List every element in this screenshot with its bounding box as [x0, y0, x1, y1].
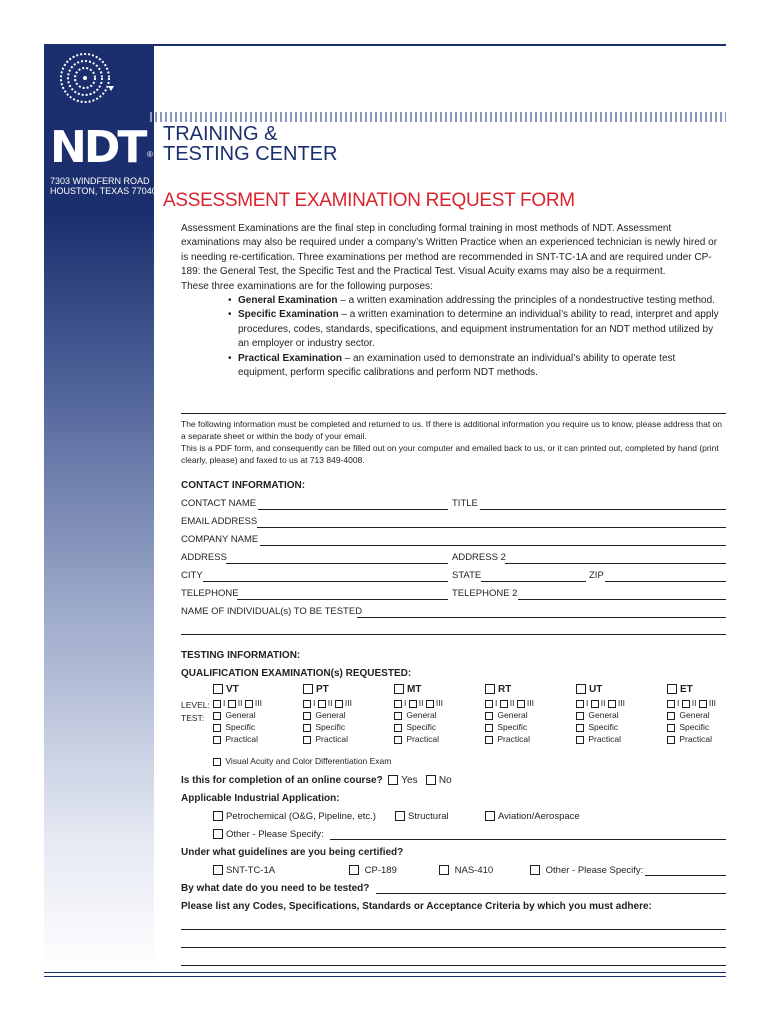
level-3-checkbox[interactable]: [517, 700, 525, 708]
form-title: ASSESSMENT EXAMINATION REQUEST FORM: [163, 190, 575, 211]
level-1-checkbox[interactable]: [394, 700, 402, 708]
method-label: ET: [680, 684, 693, 695]
method-column-pt: PT I II III General Specific Practical: [303, 684, 352, 744]
petrochemical-checkbox[interactable]: [213, 811, 223, 821]
note-line2: This is a PDF form, and consequently can be filled out on your computer and emailed back to us, or it can printed out, completed by hand (print clearly, please) and faxed to us at 713 849-4008.: [181, 443, 719, 465]
level-1-checkbox[interactable]: [485, 700, 493, 708]
list-item: • Specific Examination – a written examination to determine an individual’s ability to read, interpret and apply procedures, codes, standards, specifications, and equipment instrumentation for an NDT method utilized by an employer or industry sector.: [228, 309, 719, 350]
top-rule: [154, 44, 726, 46]
individuals-field-line2[interactable]: [181, 634, 726, 635]
ut-checkbox[interactable]: [576, 684, 586, 694]
footer-rule: [44, 976, 726, 977]
nas410-option: NAS-410: [439, 865, 493, 876]
cp189-checkbox[interactable]: [349, 865, 359, 875]
testing-heading: TESTING INFORMATION:: [181, 650, 301, 661]
specific-checkbox[interactable]: [213, 724, 221, 732]
other-application-option: Other - Please Specify:: [213, 829, 324, 840]
other-application-checkbox[interactable]: [213, 829, 223, 839]
pt-checkbox[interactable]: [303, 684, 313, 694]
other-application-field[interactable]: [330, 839, 726, 840]
ndt-logo: NDT: [50, 122, 145, 173]
practical-checkbox[interactable]: [576, 736, 584, 744]
level-1-checkbox[interactable]: [213, 700, 221, 708]
title-field[interactable]: [480, 509, 726, 510]
method-label: UT: [589, 684, 603, 695]
section-divider: [181, 413, 726, 414]
method-label: VT: [226, 684, 239, 695]
level-1-checkbox[interactable]: [667, 700, 675, 708]
level-2-checkbox[interactable]: [500, 700, 508, 708]
general-checkbox[interactable]: [576, 712, 584, 720]
qualification-heading: QUALIFICATION EXAMINATION(s) REQUESTED:: [181, 668, 412, 679]
specific-checkbox[interactable]: [303, 724, 311, 732]
specific-checkbox[interactable]: [667, 724, 675, 732]
snt-option: SNT-TC-1A: [213, 865, 275, 876]
address2-field[interactable]: [505, 563, 726, 564]
company-label: COMPANY NAME: [181, 534, 259, 545]
level-3-checkbox[interactable]: [699, 700, 707, 708]
rt-checkbox[interactable]: [485, 684, 495, 694]
guidelines-question: Under what guidelines are you being certified?: [181, 847, 404, 858]
practical-checkbox[interactable]: [485, 736, 493, 744]
practical-checkbox[interactable]: [303, 736, 311, 744]
city-label: CITY: [181, 570, 203, 581]
method-column-rt: RT I II III General Specific Practical: [485, 684, 534, 744]
method-label: MT: [407, 684, 422, 695]
center-name-line2: TESTING CENTER: [163, 143, 338, 165]
general-checkbox[interactable]: [667, 712, 675, 720]
intro-text: [181, 222, 726, 380]
structural-checkbox[interactable]: [395, 811, 405, 821]
intro-paragraph: Assessment Examinations are the final step in concluding formal training in most methods of NDT. Assessment examinations may also be required under a company’s Written Practice when an experienced technician is newly hired or is needing re-certification. Three examinations per method are recommended in SNT-TC-1A and are required under CP-189: the General Test, the Specific Test and the Practical Test. Visual Acuity exams may also be a requirment.: [181, 223, 718, 278]
address-block: [50, 176, 157, 196]
state-field[interactable]: [481, 581, 586, 582]
practical-checkbox[interactable]: [667, 736, 675, 744]
center-name-line1: TRAINING &: [163, 123, 278, 145]
general-checkbox[interactable]: [303, 712, 311, 720]
online-question: Is this for completion of an online course? Yes No: [181, 775, 452, 786]
general-checkbox[interactable]: [485, 712, 493, 720]
list-item: • Practical Examination – an examination used to demonstrate an individual’s ability to operate test equipment, perform specific calibrations and perform NDT methods.: [228, 352, 676, 379]
telephone-field[interactable]: [237, 599, 448, 600]
specific-checkbox[interactable]: [576, 724, 584, 732]
level-label: LEVEL:: [181, 700, 210, 710]
level-2-checkbox[interactable]: [591, 700, 599, 708]
list-item: • General Examination – a written examination addressing the principles of a nondestructive testing method.: [228, 295, 715, 307]
instructions-note: [181, 418, 726, 466]
sunburst-logo-icon: [50, 48, 120, 108]
practical-checkbox[interactable]: [394, 736, 402, 744]
level-1-checkbox[interactable]: [303, 700, 311, 708]
no-checkbox[interactable]: [426, 775, 436, 785]
specific-checkbox[interactable]: [394, 724, 402, 732]
method-column-et: ET I II III General Specific Practical: [667, 684, 716, 744]
city-field[interactable]: [203, 581, 448, 582]
visual-acuity-option: Visual Acuity and Color Differentiation Exam: [213, 756, 391, 766]
telephone2-field[interactable]: [518, 599, 726, 600]
purpose-list: [181, 294, 726, 380]
method-column-vt: VT I II III General Specific Practical: [213, 684, 262, 744]
method-column-ut: UT I II III General Specific Practical: [576, 684, 625, 744]
level-2-checkbox[interactable]: [318, 700, 326, 708]
et-checkbox[interactable]: [667, 684, 677, 694]
dotted-rule: [150, 112, 726, 122]
center-name: [163, 124, 337, 164]
level-2-checkbox[interactable]: [409, 700, 417, 708]
test-label: TEST:: [181, 713, 205, 723]
level-3-checkbox[interactable]: [245, 700, 253, 708]
codes-question: Please list any Codes, Specifications, Standards or Acceptance Criteria by which you must adhere:: [181, 901, 652, 912]
other-guideline-checkbox[interactable]: [530, 865, 540, 875]
date-question: By what date do you need to be tested?: [181, 883, 370, 894]
level-1-checkbox[interactable]: [576, 700, 584, 708]
company-field[interactable]: [260, 545, 726, 546]
address-label: ADDRESS: [181, 552, 227, 563]
snt-checkbox[interactable]: [213, 865, 223, 875]
registered-mark: ®: [147, 150, 153, 159]
application-heading: Applicable Industrial Application:: [181, 793, 340, 804]
individuals-label: NAME OF INDIVIDUAL(s) TO BE TESTED: [181, 606, 363, 617]
petrochemical-option: Petrochemical (O&G, Pipeline, etc.): [213, 811, 376, 822]
other-guideline-option: Other - Please Specify:: [530, 865, 643, 876]
aviation-checkbox[interactable]: [485, 811, 495, 821]
general-checkbox[interactable]: [213, 712, 221, 720]
level-2-checkbox[interactable]: [682, 700, 690, 708]
contact-name-field[interactable]: [258, 509, 448, 510]
codes-field-line3[interactable]: [181, 965, 726, 966]
aviation-option: Aviation/Aerospace: [485, 811, 580, 822]
note-line1: The following information must be completed and returned to us. If there is additional information you require us to know, please address that on a separate sheet or within the body of your email.: [181, 419, 723, 441]
method-column-mt: MT I II III General Specific Practical: [394, 684, 443, 744]
intro-purposes: These three examinations are for the following purposes:: [181, 280, 433, 292]
state-label: STATE: [452, 570, 482, 581]
email-label: EMAIL ADDRESS: [181, 516, 258, 527]
method-label: PT: [316, 684, 329, 695]
mt-checkbox[interactable]: [394, 684, 404, 694]
nas410-checkbox[interactable]: [439, 865, 449, 875]
specific-checkbox[interactable]: [485, 724, 493, 732]
cp189-option: CP-189: [349, 865, 397, 876]
address2-label: ADDRESS 2: [452, 552, 506, 563]
individuals-field[interactable]: [357, 617, 726, 618]
contact-name-label: CONTACT NAME: [181, 498, 257, 509]
telephone2-label: TELEPHONE 2: [452, 588, 518, 599]
date-field[interactable]: [376, 893, 726, 894]
level-3-checkbox[interactable]: [335, 700, 343, 708]
visual-acuity-checkbox[interactable]: [213, 758, 221, 766]
address-field[interactable]: [226, 563, 448, 564]
codes-field-line2[interactable]: [181, 947, 726, 948]
yes-checkbox[interactable]: [388, 775, 398, 785]
address-line1: 7303 WINDFERN ROAD: [50, 176, 150, 186]
method-label: RT: [498, 684, 512, 695]
level-2-checkbox[interactable]: [228, 700, 236, 708]
zip-label: ZIP: [589, 570, 604, 581]
email-field[interactable]: [257, 527, 726, 528]
other-guideline-field[interactable]: [645, 875, 726, 876]
structural-option: Structural: [395, 811, 449, 822]
level-3-checkbox[interactable]: [608, 700, 616, 708]
zip-field[interactable]: [605, 581, 726, 582]
footer-rule: [44, 972, 726, 973]
telephone-label: TELEPHONE: [181, 588, 239, 599]
codes-field-line1[interactable]: [181, 929, 726, 930]
title-label: TITLE: [452, 498, 478, 509]
address-line2: HOUSTON, TEXAS 77040: [50, 186, 157, 196]
contact-heading: CONTACT INFORMATION:: [181, 480, 306, 491]
level-3-checkbox[interactable]: [426, 700, 434, 708]
general-checkbox[interactable]: [394, 712, 402, 720]
practical-checkbox[interactable]: [213, 736, 221, 744]
vt-checkbox[interactable]: [213, 684, 223, 694]
